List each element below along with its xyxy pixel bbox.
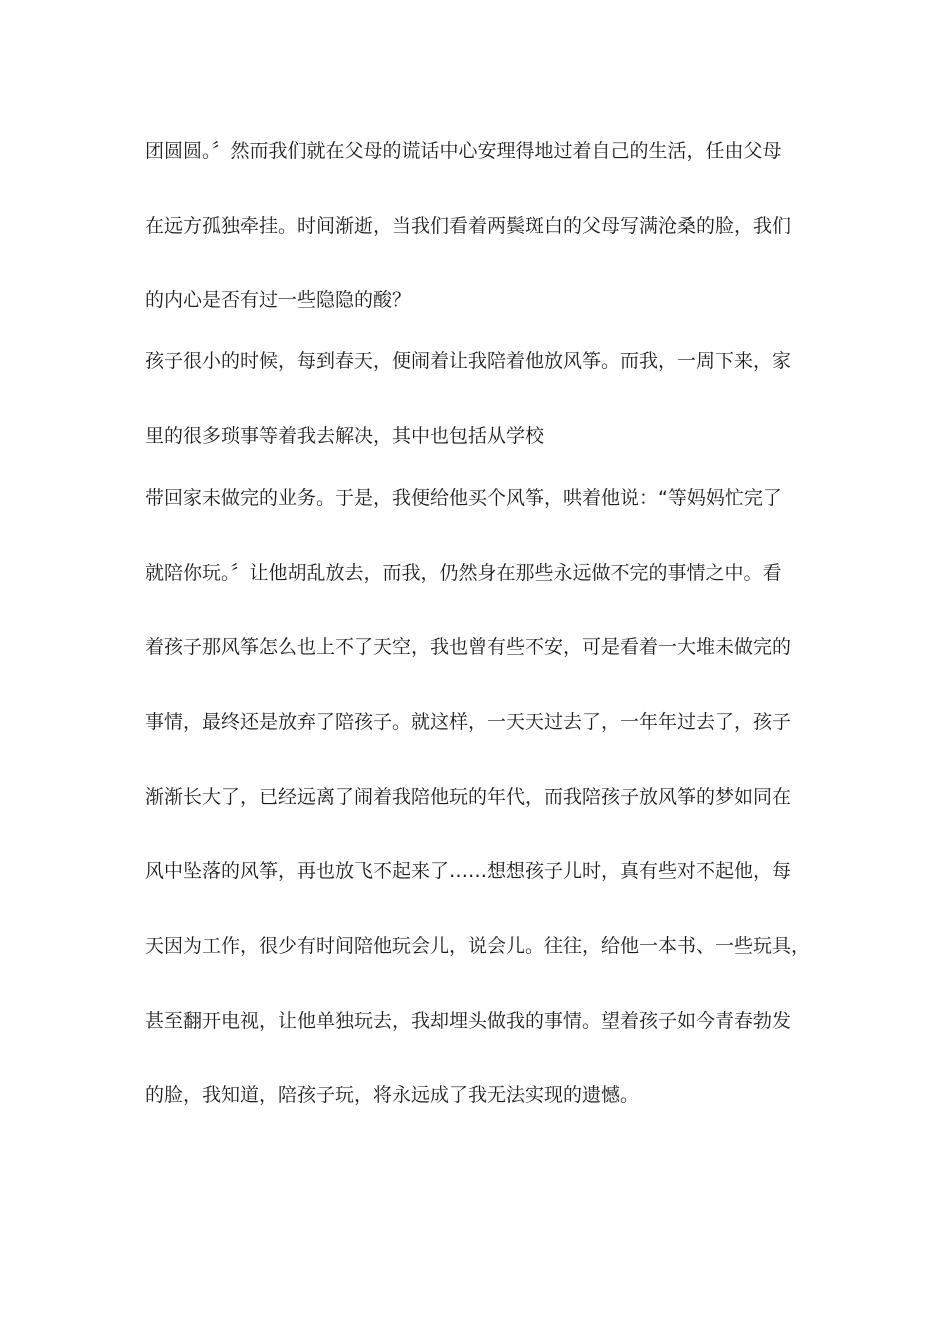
text-line: 天因为工作，很少有时间陪他玩会儿，说会儿。往往，给他一本书、一些玩具， <box>145 935 811 957</box>
text-line: 风中坠落的风筝，再也放飞不起来了……想想孩子儿时，真有些对不起他，每 <box>145 860 792 882</box>
text-line: 的脸，我知道，陪孩子玩，将永远成了我无法实现的遗憾。 <box>145 1084 640 1106</box>
text-line: 渐渐长大了，已经远离了闹着我陪他玩的年代，而我陪孩子放风筝的梦如同在 <box>145 786 792 808</box>
text-line: 团圆圆。〞然而我们就在父母的谎话中心安理得地过着自己的生活，任由父母 <box>145 140 782 162</box>
text-line: 甚至翻开电视，让他单独玩去，我却埋头做我的事情。望着孩子如今青春勃发 <box>145 1010 792 1032</box>
text-line: 事情，最终还是放弃了陪孩子。就这样，一天天过去了，一年年过去了，孩子 <box>145 711 792 733</box>
text-line: 着孩子那风筝怎么也上不了天空，我也曾有些不安，可是看着一大堆未做完的 <box>145 636 792 658</box>
text-line: 在远方孤独牵挂。时间渐逝，当我们看着两鬓斑白的父母写满沧桑的脸，我们 <box>145 215 792 237</box>
text-line: 孩子很小的时候，每到春天，便闹着让我陪着他放风筝。而我，一周下来，家 <box>145 350 792 372</box>
text-line: 带回家未做完的业务。于是，我便给他买个风筝，哄着他说：“等妈妈忙完了 <box>145 487 782 509</box>
text-line: 里的很多琐事等着我去解决，其中也包括从学校 <box>145 425 545 447</box>
text-line: 就陪你玩。〞让他胡乱放去，而我，仍然身在那些永远做不完的事情之中。看 <box>145 562 782 584</box>
text-line: 的内心是否有过一些隐隐的酸？ <box>145 289 412 311</box>
